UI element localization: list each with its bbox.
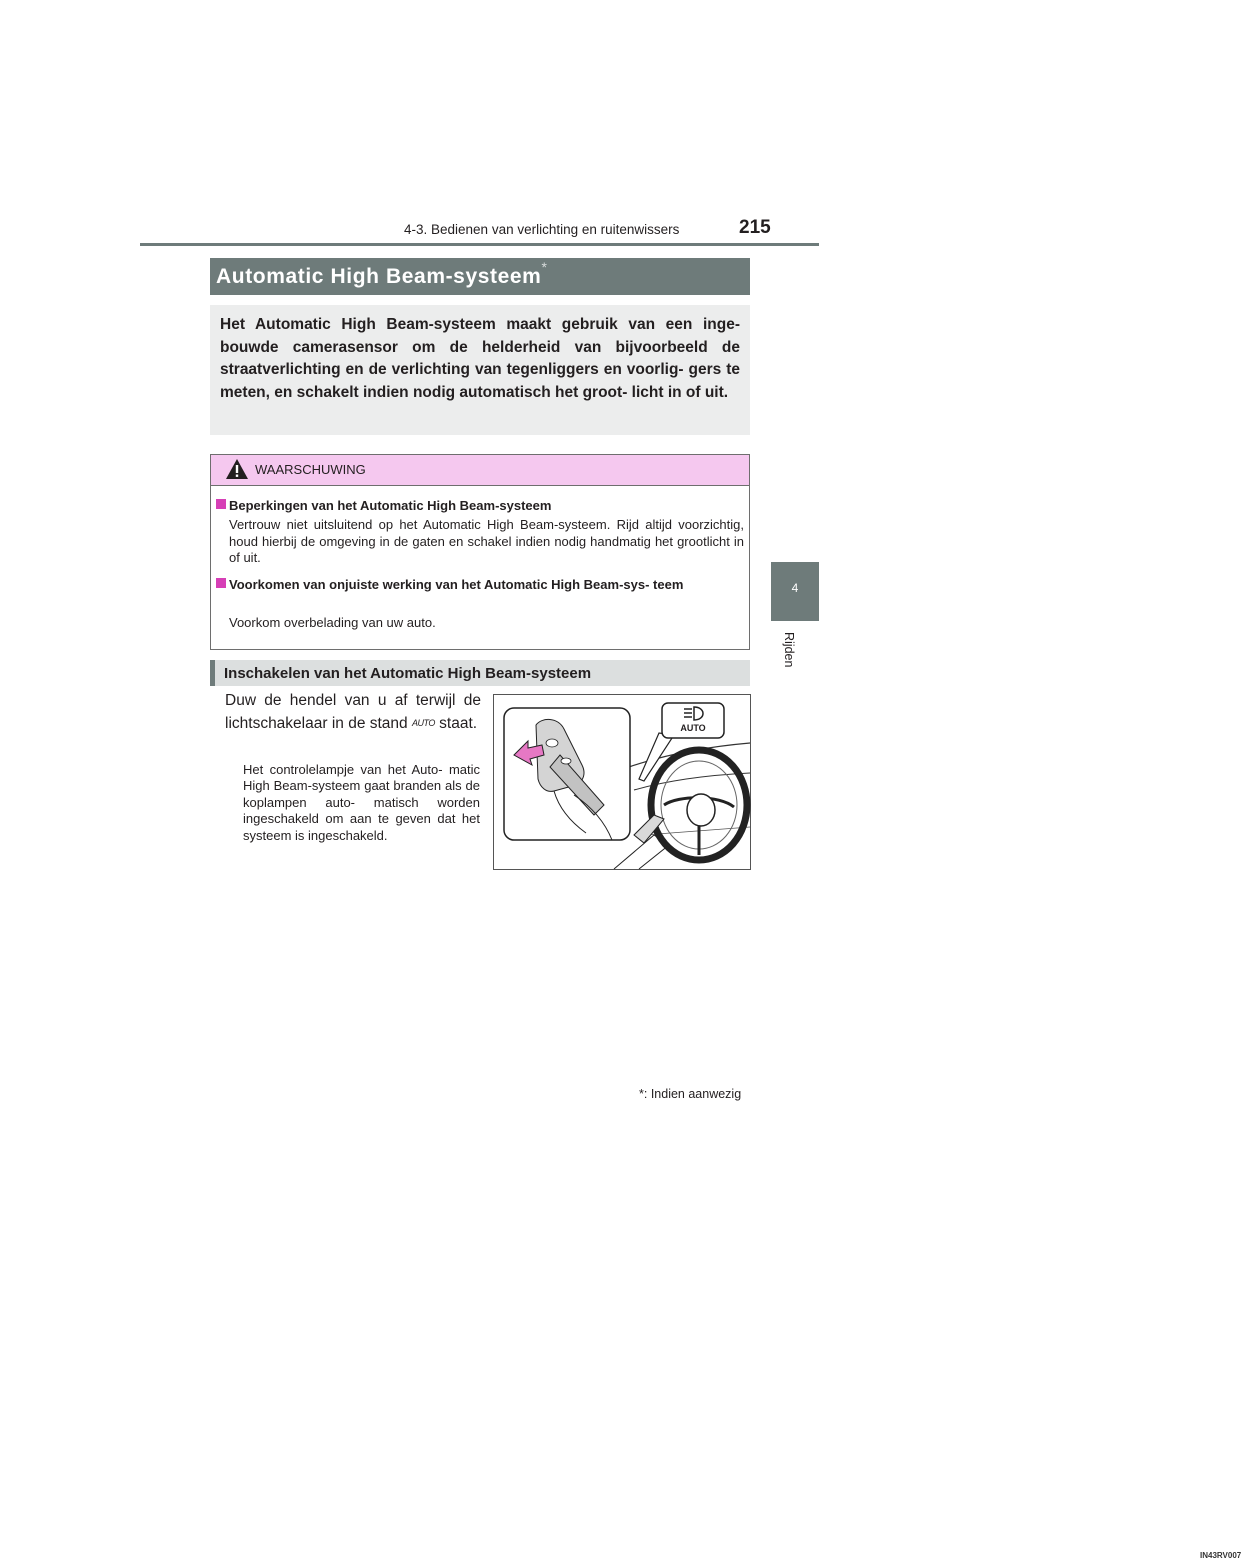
chapter-label: Rijden: [782, 632, 796, 668]
warning-triangle-icon: [225, 458, 249, 480]
warning-item-heading: Voorkomen van onjuiste werking van het Automatic High Beam-sys- teem: [229, 577, 684, 592]
main-heading: [210, 258, 750, 295]
square-bullet-icon: [216, 499, 226, 509]
chapter-number: 4: [791, 581, 799, 595]
heading-title-text: Automatic High Beam-systeem: [216, 265, 542, 288]
header-rule: [140, 243, 819, 246]
instruction-part-1: Duw de hendel van u af terwijl de lichtschakelaar in de stand: [225, 692, 481, 732]
page-number: 215: [739, 217, 771, 238]
intro-text: Het Automatic High Beam-systeem maakt gebruik van een inge- bouwde camerasensor om de helderheid van bijvoorbeeld de straatverlichting en de verlichting van tegenliggers en voorlig- gers te meten, en schakelt indien nodig automatisch het groot- licht in of uit.: [220, 316, 740, 401]
indicator-note: Het controlelampje van het Auto- matic High Beam-systeem gaat branden als de koplampen auto- matisch worden ingeschakeld om aan te geven dat het systeem is ingeschakeld.: [243, 762, 480, 843]
instruction-text: [225, 690, 481, 735]
warning-item-heading: Beperkingen van het Automatic High Beam-systeem: [229, 498, 552, 513]
footnote: [639, 1087, 741, 1101]
auto-switch-icon: AUTO: [411, 718, 435, 728]
warning-box: [210, 454, 750, 650]
auto-indicator-label: AUTO: [680, 723, 706, 733]
warning-item: [216, 498, 744, 574]
illustration-code: IN43RV007: [1200, 1551, 1241, 1560]
warning-item: [216, 577, 744, 637]
footnote-text: : Indien aanwezig: [643, 1087, 742, 1101]
footnote-marker: *: [639, 1087, 644, 1101]
warning-title: WAARSCHUWING: [255, 462, 366, 477]
square-bullet-icon: [216, 578, 226, 588]
section-title: 4-3. Bedienen van verlichting en ruitenwissers: [404, 222, 680, 237]
sub-heading-accent: [210, 660, 215, 686]
warning-header: [211, 455, 749, 486]
chapter-tab: [771, 562, 819, 621]
warning-item-body: Vertrouw niet uitsluitend op het Automatic High Beam-systeem. Rijd altijd voorzichtig, houd hierbij de omgeving in de gaten en schakel indien nodig handmatig het grootlicht in of uit.: [229, 517, 744, 565]
asterisk-marker: *: [541, 259, 548, 275]
sub-heading: [210, 660, 750, 686]
sub-heading-title: Inschakelen van het Automatic High Beam-systeem: [224, 665, 592, 682]
instruction-part-2: staat.: [439, 715, 478, 732]
intro-box: [210, 305, 750, 435]
steering-lever-illustration: [494, 695, 750, 869]
warning-item-body: Voorkom overbelading van uw auto.: [229, 615, 436, 630]
main-heading-title: [216, 259, 548, 289]
